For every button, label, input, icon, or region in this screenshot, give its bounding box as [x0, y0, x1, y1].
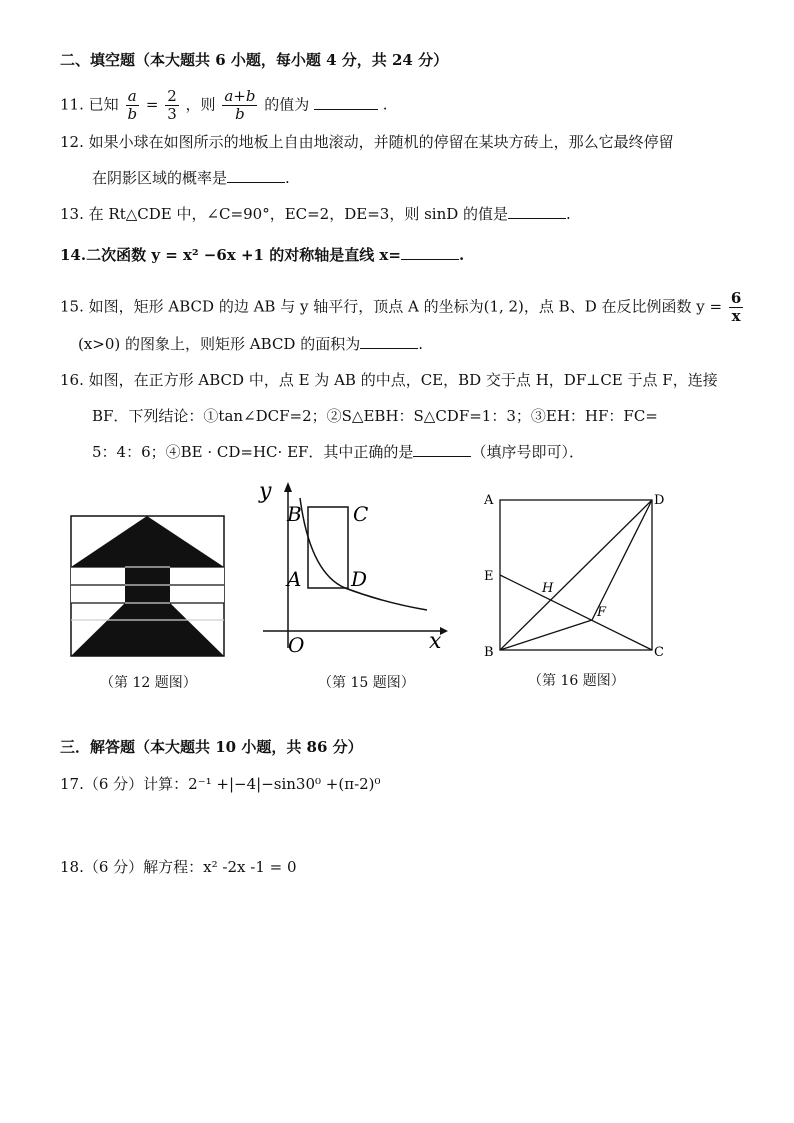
question-11-post: 的值为 [264, 95, 310, 114]
question-16-text-3: 5：4：6；④BE · CD=HC· EF．其中正确的是 [92, 443, 414, 461]
label-origin: O [288, 633, 305, 653]
label-e: E [484, 569, 494, 584]
question-14 [60, 245, 464, 265]
figure-16-square [480, 490, 670, 662]
question-12-text: 如果小球在如图所示的地板上自由地滚动，并随机的停留在某块方砖上，那么它最终停留 [88, 133, 674, 151]
question-16-line-3 [92, 442, 584, 462]
fraction-2-over-3 [165, 88, 179, 123]
question-15-number: 15. [60, 297, 84, 316]
diagonal-bd [500, 500, 652, 650]
question-17: 17.（6 分）计算：2⁻¹ +|−4|−sin30⁰ +(π-2)⁰ [60, 775, 381, 793]
question-12-end: . [285, 169, 290, 187]
label-x: x [429, 629, 442, 653]
label-f: F [597, 605, 607, 620]
figure-15-graph [255, 478, 450, 653]
frac-den: x [731, 307, 741, 325]
y-axis-arrow [284, 482, 292, 492]
label-b: B [484, 645, 494, 660]
figure-16-caption: （第 16 题图） [528, 673, 625, 689]
question-14-text: 二次函数 y = x² −6x +1 的对称轴是直线 x= [86, 246, 401, 264]
question-16-number: 16. [60, 371, 84, 389]
question-14-number: 14. [60, 246, 87, 264]
equals-sign: = [145, 95, 159, 114]
frac-num: 2 [167, 87, 177, 105]
segment-ce [500, 575, 652, 650]
question-16-text-2: BF．下列结论：①tan∠DCF=2；②S△EBH：S△CDF=1：3；③EH：HF：FC= [92, 407, 658, 425]
label-d: D [351, 567, 368, 591]
section-2-heading: 二、填空题（本大题共 6 小题，每小题 4 分，共 24 分） [60, 51, 449, 69]
question-16-line-1 [60, 370, 718, 390]
label-c: C [654, 645, 664, 660]
label-y: y [259, 479, 272, 504]
figure-12-caption: （第 12 题图） [100, 675, 197, 691]
question-11-number: 11. [60, 95, 84, 114]
question-16-text: 如图，在正方形 ABCD 中，点 E 为 AB 的中点，CE，BD 交于点 H，DF⊥CE 于点 F，连接 [88, 371, 718, 389]
frac-den: b [127, 105, 138, 123]
question-16-line-2 [92, 406, 658, 426]
question-13-number: 13. [60, 205, 84, 223]
answer-blank-14[interactable] [401, 245, 459, 260]
fraction-6-over-x [729, 290, 743, 325]
answer-blank-11[interactable] [314, 95, 378, 110]
fraction-a-over-b [125, 88, 139, 123]
section-3-heading: 三．解答题（本大题共 10 小题，共 86 分） [60, 738, 363, 756]
question-11-end: . [382, 95, 388, 114]
question-15-line-2 [78, 334, 423, 354]
label-a: A [484, 493, 494, 508]
frac-num: a+b [224, 87, 256, 105]
question-15-text-2: (x>0) 的图象上，则矩形 ABCD 的面积为 [78, 335, 361, 353]
question-13-text: 在 Rt△CDE 中，∠C=90°，EC=2，DE=3，则 sinD 的值是 [88, 205, 509, 223]
label-h: H [542, 581, 554, 596]
frac-num: 6 [730, 289, 742, 307]
answer-blank-12[interactable] [227, 168, 285, 183]
frac-den: 3 [167, 105, 177, 123]
question-11-pre: 已知 [88, 95, 119, 114]
figure-16-lines [500, 500, 652, 650]
question-12-text-2: 在阴影区域的概率是 [92, 169, 228, 187]
answer-blank-16[interactable] [413, 442, 471, 457]
label-a: A [287, 567, 302, 591]
question-12-line-2 [92, 168, 290, 188]
segment-bf [500, 620, 592, 650]
answer-blank-13[interactable] [508, 204, 566, 219]
segment-df [592, 500, 652, 620]
question-16-end: （填序号即可）． [471, 443, 584, 461]
question-11-mid: ，则 [185, 95, 216, 114]
frac-den: b [235, 105, 245, 123]
label-b: B [287, 502, 302, 526]
frac-num: a [127, 87, 137, 105]
question-15-text: 如图，矩形 ABCD 的边 AB 与 y 轴平行，顶点 A 的坐标为(1, 2)，点 B、D 在反比例函数 y = [88, 297, 723, 316]
answer-blank-15[interactable] [360, 334, 418, 349]
question-14-end: . [458, 246, 465, 264]
question-15-end: . [418, 335, 423, 353]
question-11 [60, 88, 388, 123]
figure-15-caption: （第 15 题图） [318, 675, 415, 691]
figure-12-floor-pattern [70, 515, 225, 657]
label-c: C [353, 502, 369, 526]
question-12-line-1 [60, 132, 674, 152]
question-18: 18.（6 分）解方程：x² -2x -1 = 0 [60, 858, 297, 876]
question-13 [60, 204, 571, 224]
question-15-line-1 [60, 290, 745, 325]
question-12-number: 12. [60, 133, 84, 151]
fraction-a-plus-b-over-b [222, 88, 257, 123]
label-d: D [654, 493, 665, 508]
question-13-end: . [566, 205, 571, 223]
